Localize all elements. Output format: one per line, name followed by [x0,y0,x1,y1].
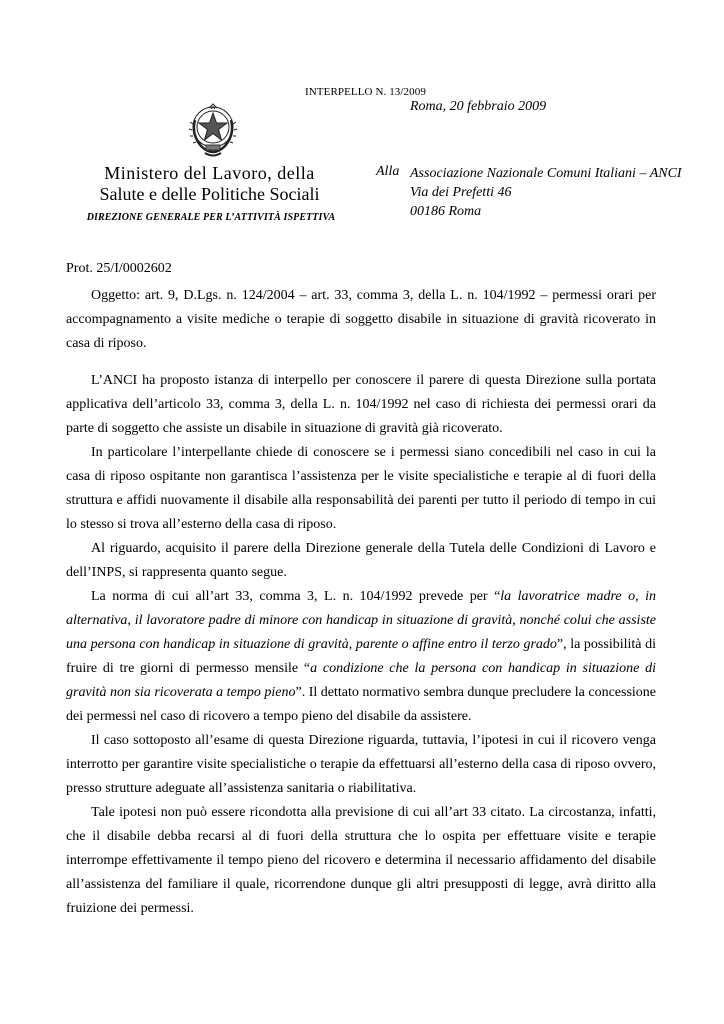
subject-paragraph: Oggetto: art. 9, D.Lgs. n. 124/2004 – art. 33, comma 3, della L. n. 104/1992 – permessi orari per accompagnamento a visite mediche o terapie di soggetto disabile in situazione di gravità ricoverato in casa di riposo. [66,288,656,351]
body-paragraph-1: L’ANCI ha proposto istanza di interpello per conoscere il parere di questa Direzione sulla portata applicativa dell’articolo 33, comma 3, della L. n. 104/1992 nel caso di richiesta dei permessi orari da parte di soggetto che assiste un disabile in situazione di gravità già ricoverato. [66,373,656,436]
p4-text-b: ”, la possibilità di fruire di tre giorni di permesso mensile “ [66,637,656,676]
document-date: Roma, 20 febbraio 2009 [410,99,547,114]
italian-republic-emblem-icon [187,100,239,160]
recipient-street: Via dei Prefetti 46 [410,185,512,200]
recipient-name: Associazione Nazionale Comuni Italiani – ANCI [410,166,682,181]
body-paragraph-3: Al riguardo, acquisito il parere della Direzione generale della Tutela delle Condizioni di Lavoro e dell’INPS, si rappresenta quanto segue. [66,541,656,580]
body-paragraph-5: Il caso sottoposto all’esame di questa Direzione riguarda, tuttavia, l’ipotesi in cui il ricovero venga interrotto per garantire visite specialistiche o terapie da effettuarsi all’esterno della casa di riposo ovvero, presso strutture adeguate all’assistenza sanitaria o riabilitativa. [66,733,656,796]
recipient-city: 00186 Roma [410,204,482,219]
direzione-label: DIREZIONE GENERALE PER L’ATTIVITÀ ISPETTIVA [86,212,336,223]
p4-text-c: ”. Il dettato normativo sembra dunque precludere la concessione dei permessi nel caso di ricovero a tempo pieno del disabile da assistere. [66,685,656,724]
body-paragraph-4 [66,585,656,729]
recipient-prefix: Alla [376,164,400,179]
interpello-number: INTERPELLO N. 13/2009 [305,86,426,98]
p4-text-a: La norma di cui all’art 33, comma 3, L. n. 104/1992 prevede per “ [91,589,501,604]
protocol-number: Prot. 25/I/0002602 [66,261,172,276]
ministry-line-2: Salute e delle Politiche Sociali [99,184,320,204]
body-paragraph-2: In particolare l’interpellante chiede di conoscere se i permessi siano concedibili nel caso in cui la casa di riposo ospitante non garantisca l’assistenza per le visite specialistiche e terapie al di fuori della struttura e affidi nuovamente il disabile alla responsabilità dei parenti per tutto il periodo di tempo in cui lo stesso si trova all’esterno della casa di riposo. [66,445,656,532]
ministry-name [82,163,337,205]
recipient-address [410,164,682,221]
p4-quote-1: la lavoratrice madre o, in alternativa, il lavoratore padre di minore con handicap in situazione di gravità, nonché colui che assiste una persona con handicap in situazione di gravità, parente o affine entro il terzo grado [66,589,656,652]
p4-quote-2: a condizione che la persona con handicap in situazione di gravità non sia ricoverata a tempo pieno [66,661,656,700]
letter-body [66,284,656,921]
ministry-line-1: Ministero del Lavoro, della [104,163,315,183]
body-paragraph-6: Tale ipotesi non può essere ricondotta alla previsione di cui all’art 33 citato. La circostanza, infatti, che il disabile debba recarsi al di fuori della struttura che lo ospita per effettuare visite e terapie interrompe effettivamente il tempo pieno del ricovero e determina il necessario affidamento del disabile all’assistenza del familiare il quale, ricorrendone dunque gli altri presupposti di legge, avrà diritto alla fruizione dei permessi. [66,805,656,916]
